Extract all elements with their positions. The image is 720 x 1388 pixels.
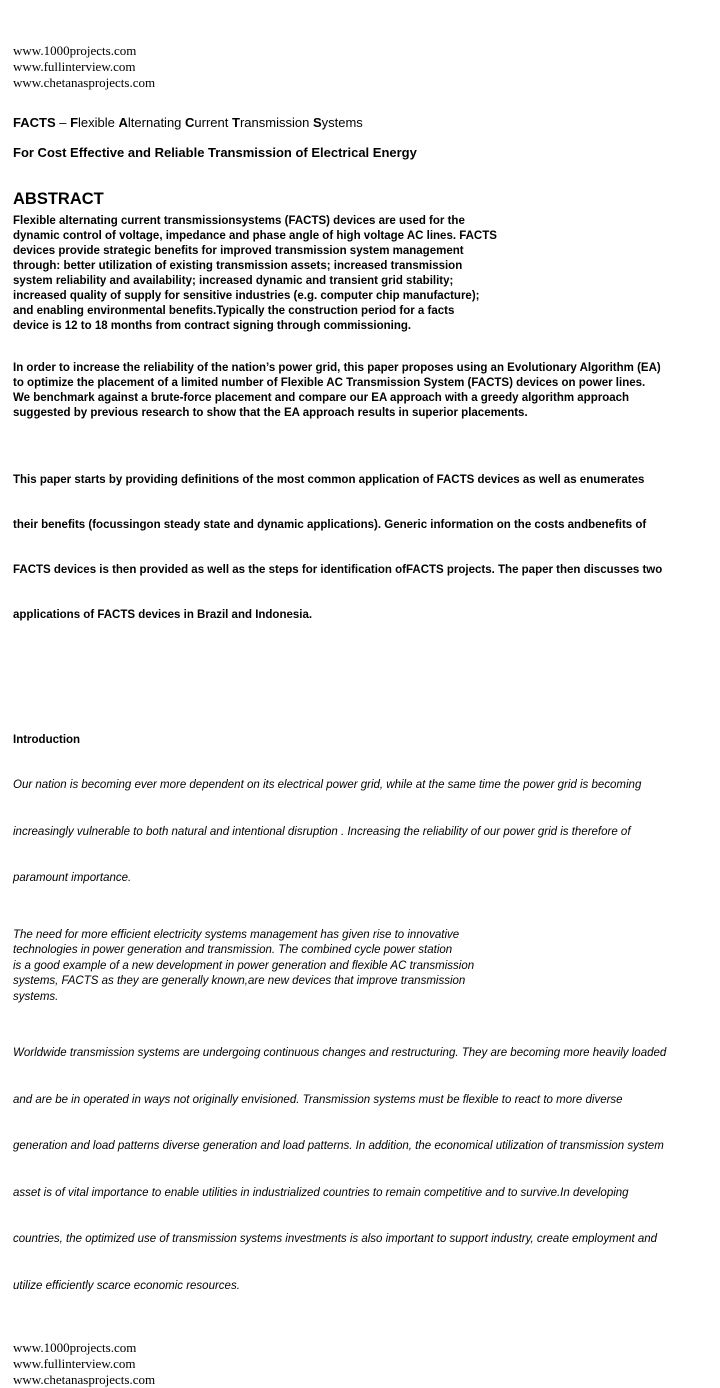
text-line: technologies in power generation and transmission. The combined cycle power station — [13, 944, 453, 956]
text-line: utilize efficiently scarce economic resources. — [13, 1279, 240, 1292]
title-initial: T — [232, 115, 240, 130]
text-line: devices provide strategic benefits for improved transmission system management — [13, 245, 464, 257]
title-initial: S — [312, 115, 322, 130]
header-links — [13, 43, 707, 91]
text-line: system reliability and availability; increased dynamic and transient grid stability; — [13, 275, 454, 287]
text-line: We benchmark against a brute-force placement and compare our EA approach with a greedy algorithm approach — [13, 392, 630, 404]
introduction-paragraph-3 — [13, 1015, 707, 1325]
header-link[interactable]: www.fullinterview.com — [13, 59, 136, 74]
abstract-paragraph-2 — [13, 361, 707, 421]
text-line: This paper starts by providing definitions of the most common application of FACTS devices as well as enumerates — [13, 474, 645, 486]
abstract-paragraph-1 — [13, 214, 707, 334]
header-link[interactable]: www.chetanasprojects.com — [13, 75, 156, 90]
introduction-paragraph-2 — [13, 928, 707, 1006]
text-line: FACTS devices is then provided as well as the steps for identification ofFACTS projects. The paper then discusses two — [13, 564, 663, 576]
text-line: In order to increase the reliability of the nation’s power grid, this paper proposes using an Evolutionary Algorithm (EA) — [13, 362, 661, 374]
text-line: countries, the optimized use of transmission systems investments is also important to support industry, create employment and — [13, 1233, 658, 1245]
text-line: Flexible alternating current transmissionsystems (FACTS) devices are used for the — [13, 215, 465, 227]
introduction-paragraph-1 — [13, 747, 707, 918]
title-initial: C — [185, 115, 195, 130]
abstract-paragraph-3 — [13, 443, 707, 653]
title-initial: F — [70, 115, 79, 130]
text-line: through: better utilization of existing transmission assets; increased transmission — [13, 260, 463, 272]
footer-links — [13, 1340, 707, 1388]
text-line: generation and load patterns diverse generation and load patterns. In addition, the economical utilization of transmission system — [13, 1140, 664, 1152]
text-line: Worldwide transmission systems are undergoing continuous changes and restructuring. They are becoming more heavily loaded — [13, 1047, 667, 1059]
title-separator: – — [55, 115, 71, 130]
abstract-heading: ABSTRACT — [13, 190, 104, 208]
text-line: paramount importance. — [13, 872, 132, 884]
text-line: asset is of vital importance to enable utilities in industrialized countries to remain competitive and to survive.In developing — [13, 1186, 629, 1199]
document-subtitle: For Cost Effective and Reliable Transmission of Electrical Energy — [13, 145, 417, 160]
title-prefix: FACTS — [13, 115, 56, 130]
text-line: and enabling environmental benefits.Typically the construction period for a facts — [13, 305, 455, 317]
title-initial: A — [118, 115, 128, 130]
text-line: is a good example of a new development in power generation and flexible AC transmission — [13, 959, 475, 972]
text-line: dynamic control of voltage, impedance and phase angle of high voltage AC lines. FACTS — [13, 230, 497, 242]
footer-link[interactable]: www.fullinterview.com — [13, 1356, 136, 1371]
text-line: systems, FACTS as they are generally known,are new devices that improve transmission — [13, 975, 466, 987]
header-link[interactable]: www.1000projects.com — [13, 43, 137, 58]
text-line: increasingly vulnerable to both natural and intentional disruption . Increasing the reliability of our power grid is therefore of — [13, 825, 631, 838]
footer-link[interactable]: www.1000projects.com — [13, 1340, 137, 1355]
title-rest: urrent — [194, 115, 229, 130]
text-line: increased quality of supply for sensitive industries (e.g. computer chip manufacture); — [13, 290, 480, 302]
document-title — [13, 115, 707, 131]
title-rest: ransmission — [239, 115, 310, 130]
text-line: and are be in operated in ways not originally envisioned. Transmission systems must be flexible to react to more diverse — [13, 1093, 623, 1106]
text-line: Our nation is becoming ever more dependent on its electrical power grid, while at the same time the power grid is becoming — [13, 779, 642, 791]
text-line: systems. — [13, 990, 59, 1003]
title-rest: ystems — [321, 115, 363, 130]
title-rest: lexible — [78, 115, 115, 130]
document-page — [13, 43, 707, 1388]
title-rest: lternating — [127, 115, 182, 130]
text-line: suggested by previous research to show that the EA approach results in superior placements. — [13, 407, 528, 419]
text-line: their benefits (focussingon steady state and dynamic applications). Generic information on the costs andbenefits of — [13, 519, 647, 531]
text-line: applications of FACTS devices in Brazil and Indonesia. — [13, 609, 313, 621]
footer-link[interactable]: www.chetanasprojects.com — [13, 1372, 156, 1387]
text-line: The need for more efficient electricity systems management has given rise to innovative — [13, 928, 460, 941]
introduction-heading: Introduction — [13, 734, 81, 746]
text-line: device is 12 to 18 months from contract signing through commissioning. — [13, 320, 412, 332]
text-line: to optimize the placement of a limited number of Flexible AC Transmission System (FACTS) devices on power lines. — [13, 377, 646, 389]
